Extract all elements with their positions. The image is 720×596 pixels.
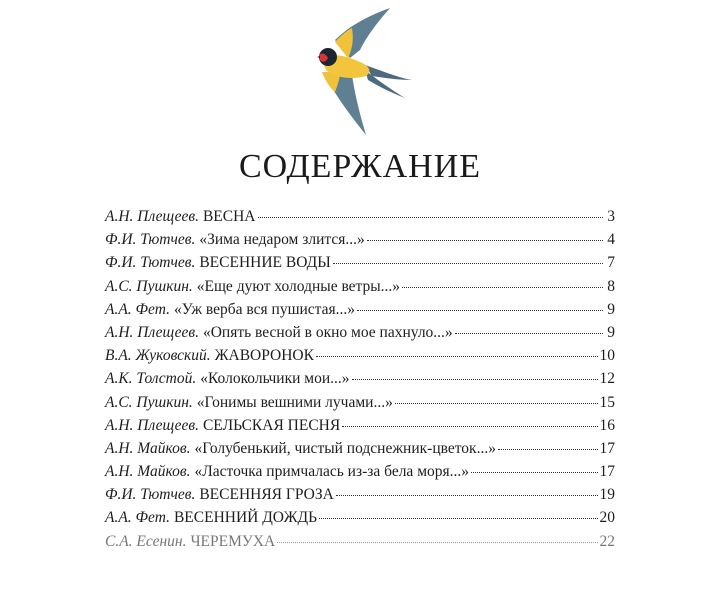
toc-entry [105, 463, 615, 486]
dot-leader [402, 287, 603, 288]
dot-leader [357, 310, 603, 311]
toc-page-number: 12 [599, 370, 615, 388]
toc-author: А.А. Фет. [105, 300, 170, 318]
toc-entry [105, 486, 615, 509]
toc-entry [105, 509, 615, 532]
toc-entry [105, 417, 615, 440]
toc-author: А.Н. Майков. [105, 439, 191, 457]
dot-leader [498, 449, 598, 450]
toc-work-title: «Еще дуют холодные ветры...» [196, 277, 401, 295]
toc-author: А.К. Толстой. [105, 370, 197, 388]
toc-author: А.Н. Плещеев. [105, 208, 199, 225]
toc-work-title: ЖАВОРОНОК [214, 347, 314, 365]
toc-page-number: 17 [599, 463, 615, 481]
toc-work-title: «Опять весной в окно мое пахнуло...» [202, 323, 453, 341]
dot-leader [277, 542, 597, 543]
dot-leader [352, 379, 598, 380]
toc-entry [105, 347, 615, 370]
toc-page-number: 16 [599, 416, 615, 434]
toc-work-title: ВЕСЕННИЕ ВОДЫ [199, 254, 331, 272]
toc-entry [105, 231, 615, 254]
toc-work-title: «Гонимы вешними лучами...» [196, 393, 393, 411]
toc-entry [105, 324, 615, 347]
toc-page-number: 10 [599, 347, 615, 365]
toc-work-title: ВЕСЕННЯЯ ГРОЗА [199, 486, 334, 504]
toc-author: В.А. Жуковский. [105, 347, 211, 365]
toc-page-number: 17 [599, 439, 615, 457]
dot-leader [367, 240, 603, 241]
toc-page-number: 9 [607, 300, 615, 318]
toc-entry [105, 301, 615, 324]
toc-author: А.А. Фет. [105, 509, 170, 527]
toc-author: Ф.И. Тютчев. [105, 254, 196, 272]
toc-entry [105, 370, 615, 393]
page-title: СОДЕРЖАНИЕ [238, 148, 482, 185]
toc-work-title: «Колокольчики мои...» [200, 370, 350, 388]
toc-author: А.Н. Плещеев. [105, 323, 199, 341]
toc-page-number: 20 [599, 509, 615, 527]
toc-author: А.С. Пушкин. [105, 393, 193, 411]
toc-page-number: 19 [599, 486, 615, 504]
dot-leader [316, 356, 598, 357]
toc-work-title: ЧЕРЕМУХА [190, 532, 276, 550]
dot-leader [258, 217, 603, 218]
toc-work-title: ВЕСНА [202, 208, 256, 225]
toc-work-title: ВЕСЕННИЙ ДОЖДЬ [173, 509, 317, 527]
toc-page-number: 7 [607, 254, 615, 272]
dot-leader [455, 333, 603, 334]
toc-page-number: 8 [607, 277, 615, 295]
toc-work-title: «Голубенький, чистый подснежник-цветок...» [194, 439, 496, 457]
toc-page-number: 4 [607, 231, 615, 249]
toc-work-title: «Ласточка примчалась из-за бела моря...» [194, 463, 470, 481]
toc-entry [105, 254, 615, 277]
toc-page-number: 3 [607, 208, 615, 225]
toc-work-title: «Уж верба вся пушистая...» [173, 300, 356, 318]
toc-work-title: СЕЛЬСКАЯ ПЕСНЯ [202, 416, 341, 434]
toc-author: С.А. Есенин. [105, 532, 187, 550]
dot-leader [336, 495, 598, 496]
toc-entry [105, 440, 615, 463]
dot-leader [471, 472, 597, 473]
dot-leader [395, 403, 598, 404]
toc-author: А.Н. Плещеев. [105, 416, 199, 434]
toc-page-number: 15 [599, 393, 615, 411]
dot-leader [333, 263, 603, 264]
toc-entry [105, 278, 615, 301]
toc-entry [105, 208, 615, 231]
toc-page-number: 9 [607, 323, 615, 341]
toc-author: Ф.И. Тютчев. [105, 231, 196, 249]
toc-work-title: «Зима недаром злится...» [199, 231, 365, 249]
toc-author: А.Н. Майков. [105, 463, 191, 481]
dot-leader [319, 518, 598, 519]
toc-author: А.С. Пушкин. [105, 277, 193, 295]
swallow-illustration [290, 0, 430, 140]
toc-author: Ф.И. Тютчев. [105, 486, 196, 504]
toc-entry [105, 533, 615, 556]
toc-page-number: 22 [599, 532, 615, 550]
dot-leader [342, 426, 597, 427]
table-of-contents [105, 208, 615, 556]
toc-entry [105, 394, 615, 417]
